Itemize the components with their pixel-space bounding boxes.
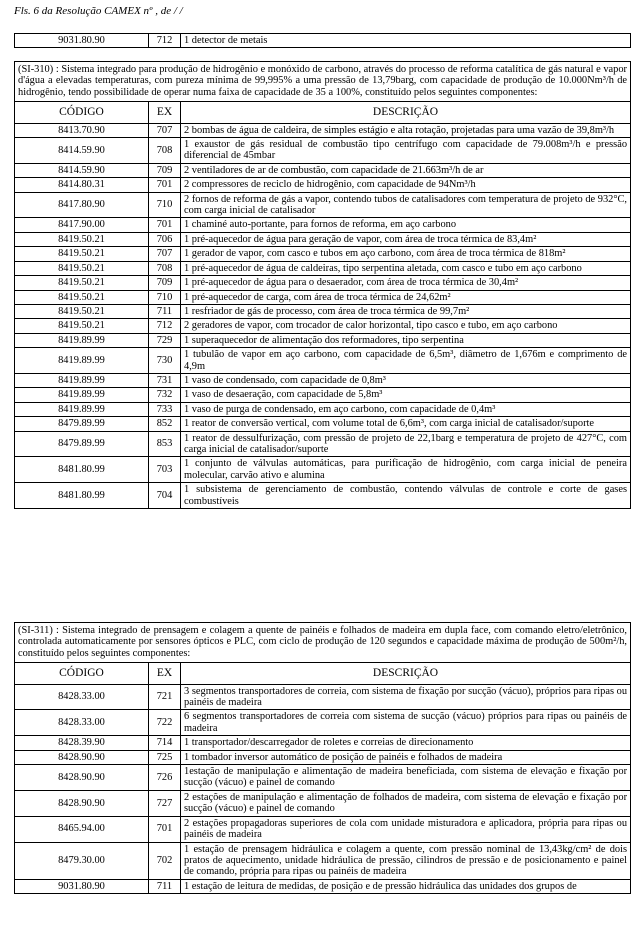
table-row — [15, 333, 631, 347]
ex-cell: 710 — [149, 192, 181, 218]
ex-cell: 711 — [149, 304, 181, 318]
code-cell: 8481.80.99 — [15, 457, 149, 483]
code-cell: 8419.50.21 — [15, 304, 149, 318]
ex-cell: 708 — [149, 138, 181, 164]
desc-cell: 1estação de manipulação e alimentação de madeira beneficiada, com sistema de elevação e fixação por sucção (vácuo) e painel de comando — [181, 765, 631, 791]
section-intro: (SI-311) : Sistema integrado de prensagem e colagem a quente de painéis e folhados de madeira em dupla face, com comando eletro/eletrônico, controlada automaticamente por sensores ópticos e PLC, com ciclo de produção de 120 segundos e capacidade máxima de produção de 500m²/h, constituído pelos seguintes componentes: — [15, 623, 631, 663]
desc-cell: 1 vaso de condensado, com capacidade de 0,8m³ — [181, 373, 631, 387]
table-row — [15, 192, 631, 218]
table-row — [15, 304, 631, 318]
ex-cell: 711 — [149, 879, 181, 893]
code-cell: 8419.50.21 — [15, 247, 149, 261]
table-row — [15, 483, 631, 509]
table-row — [15, 842, 631, 879]
desc-cell: 2 ventiladores de ar de combustão, com capacidade de 21.663m³/h de ar — [181, 163, 631, 177]
table-row — [15, 218, 631, 232]
code-cell: 8428.90.90 — [15, 765, 149, 791]
ex-cell: 712 — [149, 34, 181, 48]
ex-cell: 731 — [149, 373, 181, 387]
code-cell: 8414.59.90 — [15, 138, 149, 164]
code-cell: 8414.59.90 — [15, 163, 149, 177]
ex-cell: 709 — [149, 276, 181, 290]
desc-cell: 2 compressores de reciclo de hidrogênio, com capacidade de 94Nm³/h — [181, 178, 631, 192]
table-row — [15, 123, 631, 137]
code-cell: 8419.89.99 — [15, 402, 149, 416]
section-si-310-table — [14, 61, 631, 509]
top-table — [14, 33, 631, 48]
ex-cell: 701 — [149, 816, 181, 842]
table-row — [15, 431, 631, 457]
desc-cell: 1 estação de prensagem hidráulica e colagem a quente, com pressão nominal de 13,43kg/cm² de dois pratos de aquecimento, unidade hidráulica de pressão, cilindros de pressão e de posicionamento e painel de comando, própria para ripas ou painéis de madeira — [181, 842, 631, 879]
code-cell: 8419.89.99 — [15, 348, 149, 374]
desc-cell: 1 reator de conversão vertical, com volume total de 6,6m³, com carga inicial de catalisador/suporte — [181, 417, 631, 431]
desc-cell: 1 detector de metais — [181, 34, 631, 48]
ex-cell: 707 — [149, 123, 181, 137]
section-si-311-table — [14, 622, 631, 894]
table-row — [15, 402, 631, 416]
table-row — [15, 138, 631, 164]
ex-cell: 730 — [149, 348, 181, 374]
ex-cell: 703 — [149, 457, 181, 483]
code-cell: 8417.90.00 — [15, 218, 149, 232]
ex-cell: 701 — [149, 178, 181, 192]
desc-cell: 2 fornos de reforma de gás a vapor, contendo tubos de catalisadores com temperatura de projeto de 932°C, com carga inicial de catalisador — [181, 192, 631, 218]
desc-cell: 1 superaquecedor de alimentação dos reformadores, tipo serpentina — [181, 333, 631, 347]
desc-cell: 1 gerador de vapor, com casco e tubos em aço carbono, com área de troca térmica de 818m² — [181, 247, 631, 261]
ex-cell: 709 — [149, 163, 181, 177]
ex-cell: 733 — [149, 402, 181, 416]
ex-cell: 710 — [149, 290, 181, 304]
code-cell: 8419.89.99 — [15, 333, 149, 347]
table-row — [15, 388, 631, 402]
code-cell: 8413.70.90 — [15, 123, 149, 137]
desc-cell: 3 segmentos transportadores de correia, com sistema de fixação por sucção (vácuo), próprios para ripas ou painéis de madeira — [181, 684, 631, 710]
code-cell: 8479.89.99 — [15, 431, 149, 457]
column-header-code: CÓDIGO — [15, 663, 149, 684]
code-cell: 8414.80.31 — [15, 178, 149, 192]
column-header-code: CÓDIGO — [15, 102, 149, 123]
section-intro: (SI-310) : Sistema integrado para produção de hidrogênio e monóxido de carbono, através do processo de reforma catalítica de gás natural e vapor d'água a elevadas temperaturas, com pureza mínima de 99,995% a uma pressão de 13,79barg, com capacidade de produção de 10.000Nm³/h de hidrogênio, tendo possibilidade de operar numa faixa de capacidade de 35 a 100%, constituído pelos seguintes componentes: — [15, 62, 631, 102]
table-row — [15, 290, 631, 304]
desc-cell: 1 pré-aquecedor de água de caldeiras, tipo serpentina aletada, com casco e tubo em aço carbono — [181, 261, 631, 275]
table-row — [15, 417, 631, 431]
ex-cell: 701 — [149, 218, 181, 232]
column-header-ex: EX — [149, 102, 181, 123]
table-row — [15, 232, 631, 246]
ex-cell: 714 — [149, 736, 181, 750]
ex-cell: 721 — [149, 684, 181, 710]
desc-cell: 1 pré-aquecedor de água para geração de vapor, com área de troca térmica de 83,4m² — [181, 232, 631, 246]
table-row — [15, 348, 631, 374]
table-row — [15, 816, 631, 842]
page-header: Fls. 6 da Resolução CAMEX nº , de / / — [14, 5, 183, 17]
code-cell: 8419.50.21 — [15, 319, 149, 333]
desc-cell: 1 exaustor de gás residual de combustão tipo centrífugo com capacidade de 79.008m³/h e pressão diferencial de 45mbar — [181, 138, 631, 164]
desc-cell: 1 pré-aquecedor de água para o desaerador, com área de troca térmica de 30,4m² — [181, 276, 631, 290]
table-row — [15, 276, 631, 290]
ex-cell: 725 — [149, 750, 181, 764]
desc-cell: 1 vaso de purga de condensado, em aço carbono, com capacidade de 0,4m³ — [181, 402, 631, 416]
code-cell: 9031.80.90 — [15, 34, 149, 48]
code-cell: 8481.80.99 — [15, 483, 149, 509]
desc-cell: 1 subsistema de gerenciamento de combustão, contendo válvulas de controle e corte de gases combustíveis — [181, 483, 631, 509]
ex-cell: 704 — [149, 483, 181, 509]
desc-cell: 1 vaso de desaeração, com capacidade de 5,8m³ — [181, 388, 631, 402]
desc-cell: 1 conjunto de válvulas automáticas, para purificação de hidrogênio, com carga inicial de peneira molecular, carvão ativo e alumina — [181, 457, 631, 483]
code-cell: 8479.30.00 — [15, 842, 149, 879]
column-header-desc: DESCRIÇÃO — [181, 663, 631, 684]
ex-cell: 727 — [149, 790, 181, 816]
table-row — [15, 373, 631, 387]
ex-cell: 712 — [149, 319, 181, 333]
column-header-desc: DESCRIÇÃO — [181, 102, 631, 123]
table-row — [15, 736, 631, 750]
code-cell: 8419.50.21 — [15, 276, 149, 290]
code-cell: 8428.39.90 — [15, 736, 149, 750]
code-cell: 8419.89.99 — [15, 373, 149, 387]
ex-cell: 729 — [149, 333, 181, 347]
code-cell: 8465.94.00 — [15, 816, 149, 842]
table-row — [15, 178, 631, 192]
code-cell: 8428.90.90 — [15, 750, 149, 764]
desc-cell: 2 estações de manipulação e alimentação de folhados de madeira, com sistema de elevação e fixação por sucção (vácuo) e painel de comando — [181, 790, 631, 816]
table-row — [15, 457, 631, 483]
table-row — [15, 261, 631, 275]
desc-cell: 1 pré-aquecedor de carga, com área de troca térmica de 24,62m² — [181, 290, 631, 304]
table-row — [15, 765, 631, 791]
desc-cell: 1 tombador inversor automático de posição de painéis e folhados de madeira — [181, 750, 631, 764]
table-row — [15, 710, 631, 736]
ex-cell: 706 — [149, 232, 181, 246]
desc-cell: 1 transportador/descarregador de roletes e correias de direcionamento — [181, 736, 631, 750]
table-row — [15, 790, 631, 816]
table-row — [15, 750, 631, 764]
desc-cell: 1 tubulão de vapor em aço carbono, com capacidade de 6,5m³, diâmetro de 1,676m e comprimento de 4,9m — [181, 348, 631, 374]
ex-cell: 708 — [149, 261, 181, 275]
ex-cell: 707 — [149, 247, 181, 261]
table-row — [15, 163, 631, 177]
code-cell: 8479.89.99 — [15, 417, 149, 431]
desc-cell: 2 bombas de água de caldeira, de simples estágio e alta rotação, projetadas para uma vazão de 39,8m³/h — [181, 123, 631, 137]
desc-cell: 1 reator de dessulfurização, com pressão de projeto de 22,1barg e temperatura de projeto de 427°C, com carga inicial de catalisador/suporte — [181, 431, 631, 457]
desc-cell: 2 estações propagadoras superiores de cola com unidade misturadora e aplicadora, própria para ripas ou painéis de madeira — [181, 816, 631, 842]
table-row — [15, 34, 631, 48]
desc-cell: 1 chaminé auto-portante, para fornos de reforma, em aço carbono — [181, 218, 631, 232]
table-row — [15, 684, 631, 710]
code-cell: 9031.80.90 — [15, 879, 149, 893]
desc-cell: 6 segmentos transportadores de correia com sistema de sucção (vácuo) próprios para ripas ou painéis de madeira — [181, 710, 631, 736]
code-cell: 8419.50.21 — [15, 261, 149, 275]
code-cell: 8428.90.90 — [15, 790, 149, 816]
ex-cell: 732 — [149, 388, 181, 402]
ex-cell: 853 — [149, 431, 181, 457]
table-row — [15, 879, 631, 893]
ex-cell: 726 — [149, 765, 181, 791]
ex-cell: 702 — [149, 842, 181, 879]
desc-cell: 1 resfriador de gás de processo, com área de troca térmica de 99,7m² — [181, 304, 631, 318]
ex-cell: 852 — [149, 417, 181, 431]
code-cell: 8417.80.90 — [15, 192, 149, 218]
desc-cell: 1 estação de leitura de medidas, de posição e de pressão hidráulica das unidades dos grupos de — [181, 879, 631, 893]
desc-cell: 2 geradores de vapor, com trocador de calor horizontal, tipo casco e tubo, em aço carbono — [181, 319, 631, 333]
ex-cell: 722 — [149, 710, 181, 736]
code-cell: 8428.33.00 — [15, 710, 149, 736]
code-cell: 8428.33.00 — [15, 684, 149, 710]
code-cell: 8419.50.21 — [15, 290, 149, 304]
table-row — [15, 319, 631, 333]
table-row — [15, 247, 631, 261]
code-cell: 8419.89.99 — [15, 388, 149, 402]
code-cell: 8419.50.21 — [15, 232, 149, 246]
column-header-ex: EX — [149, 663, 181, 684]
